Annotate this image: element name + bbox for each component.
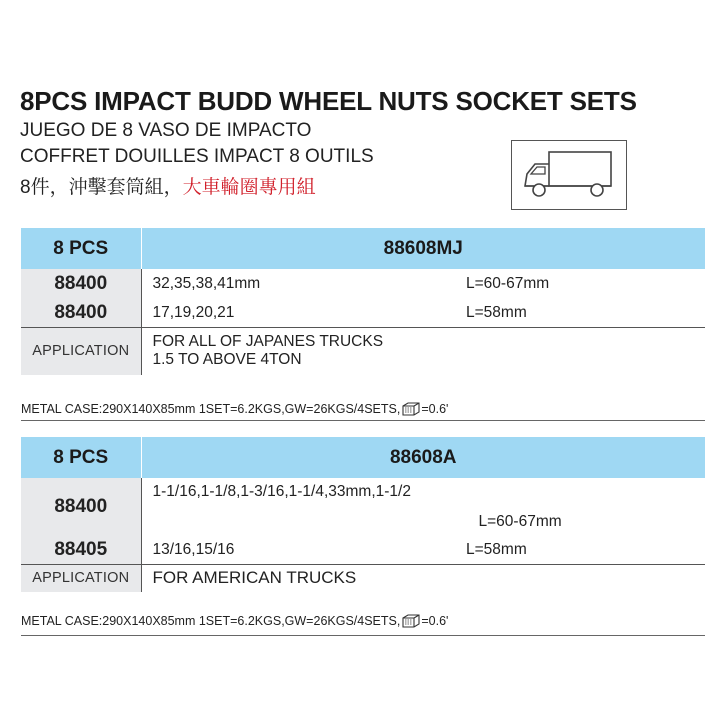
package-volume: =0.6' <box>421 402 449 416</box>
part-length: L=58mm <box>466 303 527 321</box>
table-row <box>21 299 705 327</box>
pcs-label: 8 PCS <box>21 228 141 269</box>
spec-table-1 <box>21 228 705 375</box>
package-footer <box>21 398 705 421</box>
part-length: L=58mm <box>466 540 527 558</box>
part-sizes: 13/16,15/16 <box>152 540 235 558</box>
application-line-2: 1.5 TO ABOVE 4TON <box>152 351 302 369</box>
subtitle-french: COFFRET DOUILLES IMPACT 8 OUTILS <box>20 146 374 167</box>
part-length: L=60-67mm <box>466 275 550 292</box>
part-sizes: 32,35,38,41mm <box>152 275 261 292</box>
application-text: FOR AMERICAN TRUCKS <box>141 564 705 592</box>
application-text <box>141 327 705 375</box>
part-length: L=60-67mm <box>478 512 562 530</box>
table-row <box>21 536 705 564</box>
part-code: 88400 <box>21 478 141 536</box>
pcs-label: 8 PCS <box>21 437 141 478</box>
part-code: 88405 <box>21 536 141 564</box>
application-label: APPLICATION <box>21 327 141 375</box>
model-number: 88608MJ <box>141 228 705 269</box>
part-code: 88400 <box>21 269 141 299</box>
application-row <box>21 327 705 375</box>
subtitle-chinese-prefix: 8件，沖擊套筒組， <box>20 177 183 198</box>
table-row <box>21 269 705 299</box>
model-number: 88608A <box>141 437 705 478</box>
application-label: APPLICATION <box>21 564 141 592</box>
box-volume-icon <box>402 614 420 628</box>
table-row <box>21 478 705 536</box>
page-title: 8PCS IMPACT BUDD WHEEL NUTS SOCKET SETS <box>20 86 637 116</box>
part-code: 88400 <box>21 299 141 327</box>
application-line-1: FOR ALL OF JAPANES TRUCKS <box>152 333 384 351</box>
application-row <box>21 564 705 592</box>
spec-table-2 <box>21 437 705 592</box>
package-volume: =0.6' <box>421 614 449 628</box>
subtitle-chinese-highlight: 大車輪圈專用組 <box>182 177 316 198</box>
package-footer <box>21 609 705 636</box>
subtitle-chinese <box>20 172 316 199</box>
package-info: METAL CASE:290X140X85mm 1SET=6.2KGS,GW=26KGS/4SETS, <box>21 402 401 416</box>
box-volume-icon <box>402 402 420 416</box>
truck-icon <box>511 140 627 210</box>
part-details <box>141 478 705 536</box>
table-header <box>21 228 705 269</box>
package-info: METAL CASE:290X140X85mm 1SET=6.2KGS,GW=26KGS/4SETS, <box>21 614 401 628</box>
table-header <box>21 437 705 478</box>
part-sizes: 17,19,20,21 <box>152 303 235 321</box>
part-sizes: 1-1/16,1-1/8,1-3/16,1-1/4,33mm,1-1/2 <box>152 482 411 500</box>
subtitle-spanish: JUEGO DE 8 VASO DE IMPACTO <box>20 120 312 141</box>
